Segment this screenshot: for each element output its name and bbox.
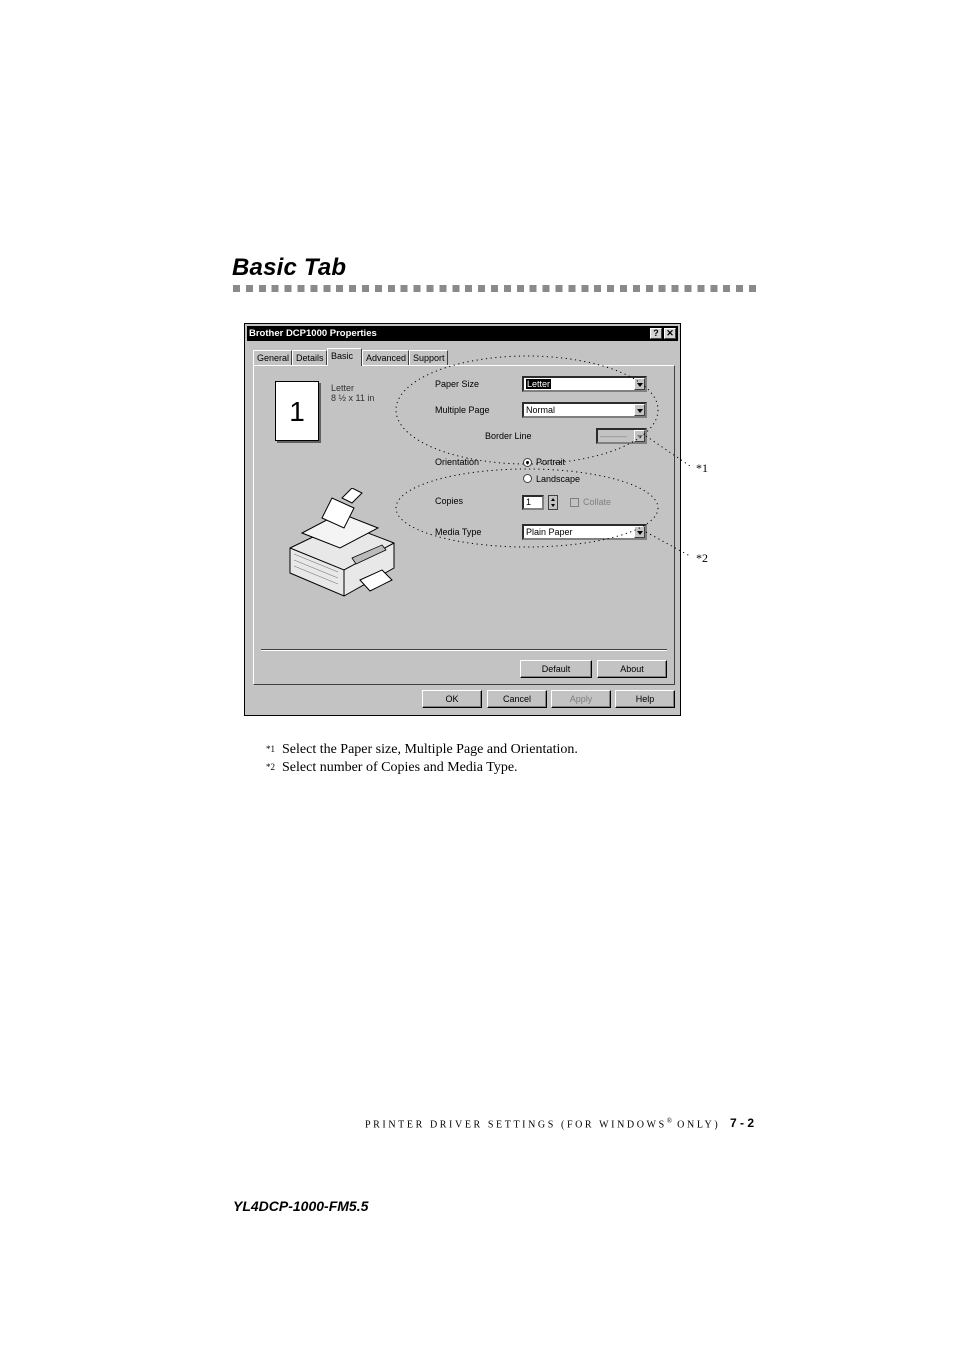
landscape-label: Landscape bbox=[536, 474, 581, 484]
running-footer bbox=[365, 1117, 720, 1130]
tab-general[interactable]: General bbox=[253, 350, 292, 365]
page-number: 7 - 2 bbox=[730, 1116, 755, 1130]
preview-page-number: 1 bbox=[289, 396, 305, 427]
note-1-text: Select the Paper size, Multiple Page and Orientation. bbox=[282, 742, 578, 757]
note-2-marker: *2 bbox=[266, 762, 275, 772]
leader-line-1 bbox=[646, 436, 690, 466]
registered-mark: ® bbox=[666, 1117, 673, 1125]
paper-name: Letter bbox=[331, 383, 355, 393]
paper-size-value: Letter bbox=[527, 379, 551, 389]
help-button[interactable]: Help bbox=[615, 690, 675, 708]
callout-label-1: *1 bbox=[696, 461, 708, 475]
page-title: Basic Tab bbox=[232, 254, 347, 281]
footer-section: PRINTER DRIVER SETTINGS (FOR WINDOWS bbox=[365, 1119, 667, 1131]
tab-details[interactable]: Details bbox=[292, 350, 327, 365]
orientation-label: Orientation bbox=[435, 457, 480, 467]
collate-label: Collate bbox=[583, 497, 612, 507]
multiple-page-value: Normal bbox=[526, 405, 556, 415]
close-icon[interactable]: ✕ bbox=[664, 328, 676, 339]
note-2 bbox=[266, 759, 578, 777]
media-type-label: Media Type bbox=[435, 527, 482, 537]
media-type-value: Plain Paper bbox=[526, 527, 573, 537]
apply-button[interactable]: Apply bbox=[551, 690, 611, 708]
default-button[interactable]: Default bbox=[520, 660, 592, 678]
callout-label-2: *2 bbox=[696, 551, 708, 565]
border-line-value: ——— bbox=[600, 431, 627, 441]
footer-section-end: ONLY) bbox=[672, 1119, 721, 1131]
leader-line-2 bbox=[646, 532, 690, 556]
callout-ellipse-1 bbox=[396, 356, 658, 464]
tab-support[interactable]: Support bbox=[409, 350, 448, 365]
note-2-text: Select number of Copies and Media Type. bbox=[282, 760, 518, 775]
tab-basic[interactable]: Basic bbox=[327, 348, 362, 366]
ok-button[interactable]: OK bbox=[422, 690, 482, 708]
footnotes bbox=[266, 741, 578, 777]
callout-ellipse-2 bbox=[396, 469, 658, 547]
note-1-marker: *1 bbox=[266, 744, 275, 754]
border-line-label: Border Line bbox=[485, 431, 532, 441]
copies-input[interactable]: 1 bbox=[522, 495, 544, 510]
portrait-label: Portrait bbox=[536, 457, 566, 467]
tab-advanced[interactable]: Advanced bbox=[362, 350, 409, 365]
about-button[interactable]: About bbox=[597, 660, 667, 678]
paper-size-label: Paper Size bbox=[435, 379, 480, 389]
cancel-button[interactable]: Cancel bbox=[487, 690, 547, 708]
multiple-page-label: Multiple Page bbox=[435, 405, 490, 415]
help-icon[interactable]: ? bbox=[650, 328, 662, 339]
document-code: YL4DCP-1000-FM5.5 bbox=[233, 1198, 369, 1214]
dialog-title: Brother DCP1000 Properties bbox=[249, 328, 377, 339]
copies-label: Copies bbox=[435, 496, 464, 506]
note-1 bbox=[266, 741, 578, 759]
paper-dimensions: 8 ½ x 11 in bbox=[331, 393, 375, 403]
